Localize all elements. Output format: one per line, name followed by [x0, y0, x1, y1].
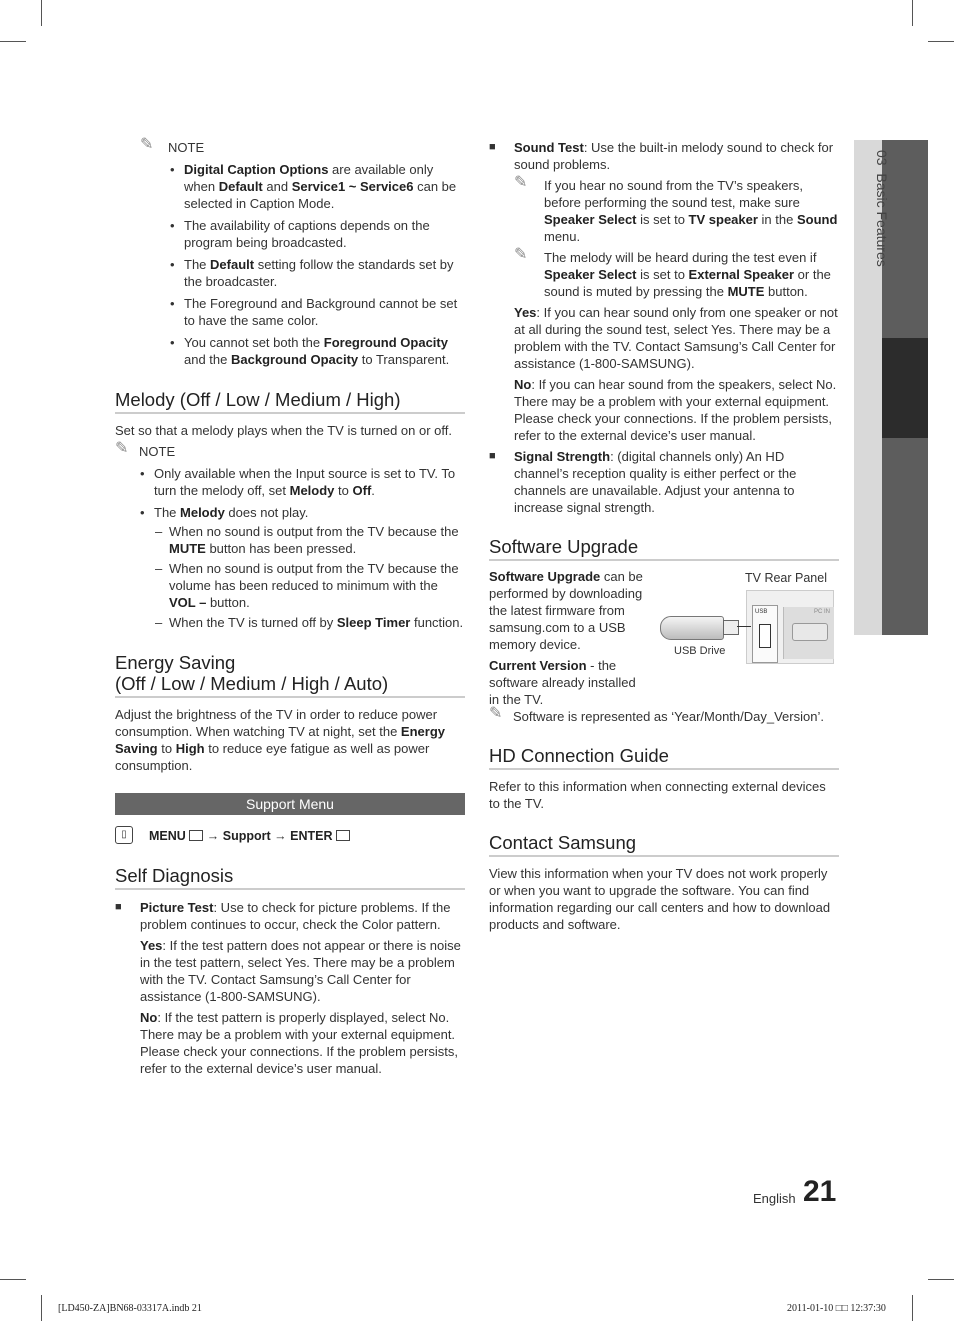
- menu-path-text: MENU → Support → ENTER: [149, 828, 350, 845]
- software-text: Software Upgrade can be performed by downloading the latest firmware from samsung.com to a USB memory device. Current Version - the software already installed in the TV.: [489, 569, 643, 707]
- usb-drive-label: USB Drive: [674, 645, 726, 657]
- pencil-icon: ✎: [115, 440, 129, 457]
- energy-desc: Adjust the brightness of the TV in order to reduce power consumption. When watching TV at night, set the Energy Saving to High to reduce eye fatigue as well as power consumption.: [115, 707, 445, 773]
- crop-mark: [928, 1279, 954, 1280]
- crop-mark: [0, 1279, 26, 1280]
- list-item: ■ Picture Test: Use to check for picture problems. If the problem continues to occur, check the Color pattern.: [115, 900, 451, 932]
- picture-test-block: [115, 899, 465, 1077]
- list-item: • The Foreground and Background cannot be set to have the same color.: [170, 295, 465, 329]
- yes-text: Yes: If the test pattern does not appear or there is noise in the test pattern, select Yes. There may be a problem with the TV. Contact Samsung’s Call Center for assistance (1-800-SAMSUNG).: [140, 938, 461, 1004]
- software-block: [489, 568, 839, 708]
- melody-desc: Set so that a melody plays when the TV is turned on or off.: [115, 423, 452, 438]
- note-list: [140, 161, 465, 368]
- crop-mark: [41, 1295, 42, 1321]
- usb-port: USB: [752, 605, 778, 663]
- crop-mark: [928, 41, 954, 42]
- chapter-number: 03: [874, 150, 890, 166]
- note-heading: ✎ NOTE: [140, 136, 205, 155]
- no-text: No: If the test pattern is properly displayed, select No. There may be a problem with your external equipment. Please check your connections. If the problem persists, refer to the external device’s user manual.: [140, 1010, 458, 1076]
- tv-rear-label: TV Rear Panel: [745, 571, 827, 585]
- software-note: ✎ Software is represented as ‘Year/Month/Day_Version’.: [489, 705, 824, 724]
- list-item: ■ Signal Strength: (digital channels only) An HD channel’s reception quality is either perfect or the channels are unavailable. Adjust your antenna to increase signal strength.: [489, 449, 797, 515]
- yes-text: Yes: If you can hear sound only from one speaker or not at all during the sound test, select Yes. There may be a problem with the TV. Contact Samsung’s Call Center for assistance (1-800-SAMSUNG).: [514, 305, 838, 371]
- menu-icon: [189, 830, 203, 841]
- list-item: • The Melody does not play.: [140, 504, 465, 521]
- usb-slot: [759, 624, 771, 648]
- chapter-label: [846, 150, 890, 300]
- pencil-icon: ✎: [514, 246, 528, 263]
- list-item: – When the TV is turned off by Sleep Timer function.: [155, 614, 465, 631]
- energy-heading: Energy Saving (Off / Low / Medium / High / Auto): [115, 652, 465, 698]
- melody-heading: Melody (Off / Low / Medium / High): [115, 389, 465, 414]
- tv-rear-panel-image: [746, 590, 834, 664]
- melody-note-list: [115, 465, 465, 631]
- arrow-icon: [737, 626, 751, 627]
- left-column: [115, 136, 465, 1081]
- sound-notes: [489, 174, 839, 444]
- crop-mark: [41, 0, 42, 26]
- chapter-tab-active: [882, 338, 928, 438]
- square-bullet-icon: ■: [489, 450, 496, 462]
- note-item: ✎ If you hear no sound from the TV’s speakers, before performing the sound test, make sure Speaker Select is set to TV speaker in the Sound menu.: [514, 174, 838, 244]
- pencil-icon: ✎: [489, 705, 503, 722]
- menu-path: [115, 826, 465, 848]
- list-item: • The Default setting follow the standards set by the broadcaster.: [170, 256, 465, 290]
- support-menu-bar: Support Menu: [115, 793, 465, 815]
- list-item: – When no sound is output from the TV because the volume has been reduced to minimum with the VOL – button.: [155, 560, 465, 611]
- enter-icon: [336, 830, 350, 841]
- hd-guide-desc: Refer to this information when connecting external devices to the TV.: [489, 779, 826, 811]
- remote-icon: ▯: [115, 826, 133, 844]
- file-info: [LD450-ZA]BN68-03317A.indb 21: [58, 1303, 202, 1314]
- usb-drive-icon: [660, 616, 724, 640]
- square-bullet-icon: ■: [115, 901, 122, 913]
- self-diagnosis-heading: Self Diagnosis: [115, 865, 465, 890]
- hd-guide-heading: HD Connection Guide: [489, 745, 839, 770]
- right-column: [489, 139, 839, 937]
- note-item: ✎ The melody will be heard during the test even if Speaker Select is set to External Speaker or the sound is muted by pressing the MUTE button.: [514, 246, 831, 299]
- square-bullet-icon: ■: [489, 141, 496, 153]
- dash-list: [140, 523, 465, 631]
- note-heading: ✎ NOTE: [115, 440, 176, 459]
- list-item: ■ Sound Test: Use the built-in melody sound to check for sound problems.: [489, 140, 834, 172]
- list-item: • Digital Caption Options are available only when Default and Service1 ~ Service6 can be selected in Caption Mode.: [170, 161, 465, 212]
- caption-note: [115, 136, 465, 368]
- crop-mark: [912, 0, 913, 26]
- chapter-title: Basic Features: [874, 173, 890, 267]
- list-item: • You cannot set both the Foreground Opacity and the Background Opacity to Transparent.: [170, 334, 465, 368]
- page-number: 21: [803, 1175, 837, 1208]
- contact-heading: Contact Samsung: [489, 832, 839, 857]
- pencil-icon: ✎: [514, 174, 528, 191]
- list-item: – When no sound is output from the TV because the MUTE button has been pressed.: [155, 523, 465, 557]
- pencil-icon: ✎: [140, 136, 154, 153]
- language-label: English: [753, 1191, 796, 1206]
- no-text: No: If you can hear sound from the speakers, select No. There may be a problem with your external equipment. Please check your connections. If the problem persists, refer to the external device’s user manual.: [514, 377, 837, 443]
- contact-desc: View this information when your TV does not work properly or when you want to upgrade the software. You can find information regarding our call centers and how to download products and software.: [489, 866, 831, 932]
- pc-in-port: PC IN: [783, 607, 834, 659]
- list-item: • The availability of captions depends on the program being broadcasted.: [170, 217, 465, 251]
- date-info: 2011-01-10 □□ 12:37:30: [787, 1303, 886, 1314]
- crop-mark: [912, 1295, 913, 1321]
- crop-mark: [0, 41, 26, 42]
- software-upgrade-heading: Software Upgrade: [489, 536, 839, 561]
- usb-connector-icon: [723, 620, 739, 635]
- list-item: • Only available when the Input source is set to TV. To turn the melody off, set Melody to Off.: [140, 465, 465, 499]
